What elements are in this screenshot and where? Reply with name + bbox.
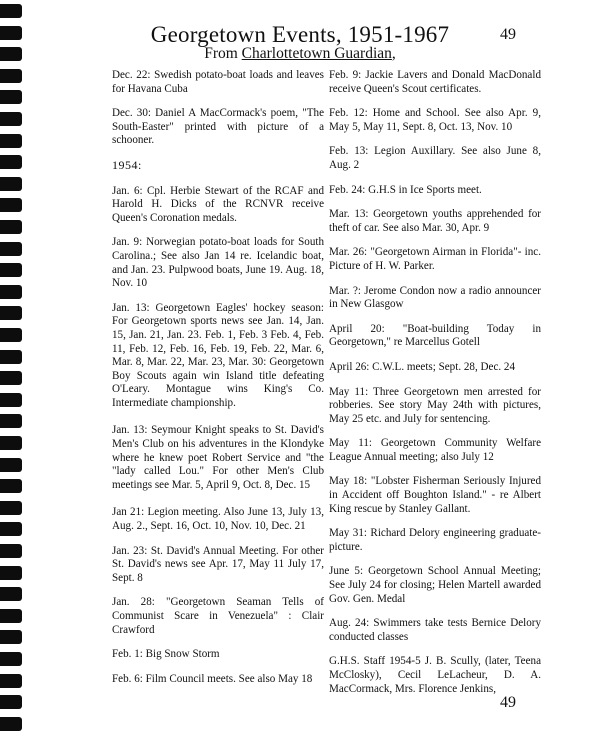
- event-entry: April 26: C.W.L. meets; Sept. 28, Dec. 24: [329, 360, 516, 373]
- event-entry: Dec. 30: Daniel A MacCormack's poem, "The South-Easter" printed with picture of a schooner.: [112, 107, 324, 147]
- event-entry: Feb. 6: Film Council meets. See also May 18: [112, 672, 313, 685]
- binding-coil: [0, 4, 22, 18]
- binding-coil: [0, 393, 22, 407]
- binding-coil: [0, 263, 22, 277]
- subtitle-prefix: From: [204, 45, 242, 62]
- event-entry: Feb. 1: Big Snow Storm: [112, 648, 220, 661]
- event-entry: Jan. 13: Georgetown Eagles' hockey season: For Georgetown sports news see Jan. 14, Jan. 15, Jan. 21, Jan. 23. Feb. 1, Feb. 3 Feb. 4, Feb. 11, Feb. 12, Feb. 16, Feb. 19, Feb. 22, Mar. 6, Mar. 8, Mar. 22, Mar. 23, Mar. 30: Georgetown Boy Scouts again win Island title defeating O'Leary. Montague wins King's Co. Intermediate championship.: [112, 301, 324, 409]
- binding-coil: [0, 717, 22, 731]
- binding-coil: [0, 436, 22, 450]
- binding-coil: [0, 695, 22, 709]
- event-entry: Feb. 12: Home and School. See also Apr. 9, May 5, May 11, Sept. 8, Oct. 13, Nov. 10: [329, 107, 541, 133]
- event-entry: April 20: "Boat-building Today in Georgetown," re Marcellus Gotell: [329, 322, 541, 349]
- binding-coil: [0, 242, 22, 256]
- event-entry: Jan 21: Legion meeting. Also June 13, July 13, Aug. 2., Sept. 16, Oct. 10, Nov. 10, Dec. 21: [112, 506, 324, 533]
- event-entry: G.H.S. Staff 1954-5 J. B. Scully, (later, Teena McClosky), Cecil LeLacheur, D. A. MacCormack, Mrs. Florence Jenkins,: [329, 655, 541, 695]
- binding-coil: [0, 134, 22, 148]
- binding-coil: [0, 414, 22, 428]
- subtitle-source: Charlottetown Guardian: [241, 45, 392, 62]
- event-entry: Jan. 9: Norwegian potato-boat loads for South Carolina.; See also Jan 14 re. Icelandic boat, and Jan. 23. Pulpwood boats, June 19. Aug. 18, Nov. 10: [112, 236, 324, 290]
- event-entry: May 31: Richard Delory engineering graduate- picture.: [329, 527, 541, 553]
- page-number-bottom: 49: [500, 694, 516, 711]
- page-title: Georgetown Events, 1951-1967: [150, 22, 450, 47]
- event-entry: June 5: Georgetown School Annual Meeting; See July 24 for closing; Helen Martell awarded Gov. Gen. Medal: [329, 565, 541, 605]
- binding-coil: [0, 544, 22, 558]
- page-subtitle: [0, 45, 600, 63]
- event-entry: Jan. 13: Seymour Knight speaks to St. David's Men's Club on his adventures in the Klondyke where he knew poet Robert Service and "the "lady called Lou." For other Men's Club meetings see Mar. 5, April 9, Oct. 8, Dec. 15: [112, 424, 324, 491]
- binding-coil: [0, 177, 22, 191]
- binding-coil: [0, 371, 22, 385]
- event-entry: May 18: "Lobster Fisherman Seriously Injured in Accident off Boughton Island." - re Albert King rescue by Stanley Gallant.: [329, 475, 541, 515]
- binding-coil: [0, 522, 22, 536]
- binding-coil: [0, 674, 22, 688]
- binding-coil: [0, 328, 22, 342]
- binding-coil: [0, 112, 22, 126]
- left-column: [112, 69, 324, 697]
- event-entry: Dec. 22: Swedish potato-boat loads and leaves for Havana Cuba: [112, 69, 324, 95]
- page-number-top: 49: [500, 26, 516, 43]
- event-entry: Feb. 24: G.H.S in Ice Sports meet.: [329, 183, 482, 196]
- binding-coil: [0, 501, 22, 515]
- binding-coil: [0, 198, 22, 212]
- binding-coil: [0, 609, 22, 623]
- binding-coil: [0, 90, 22, 104]
- binding-coil: [0, 155, 22, 169]
- binding-coil: [0, 458, 22, 472]
- event-entry: Feb. 9: Jackie Lavers and Donald MacDonald receive Queen's Scout certificates.: [329, 69, 541, 95]
- event-entry: Mar. 26: "Georgetown Airman in Florida"- inc. Picture of H. W. Parker.: [329, 246, 541, 272]
- event-entry: May 11: Three Georgetown men arrested for robberies. See story May 24th with pictures, May 25 etc. and July for sentencing.: [329, 385, 541, 425]
- binding-coil: [0, 69, 22, 83]
- binding-coil: [0, 479, 22, 493]
- binding-coil: [0, 566, 22, 580]
- binding-coil: [0, 630, 22, 644]
- binding-coil: [0, 285, 22, 299]
- binding-coil: [0, 652, 22, 666]
- event-entry: Mar. ?: Jerome Condon now a radio announcer in New Glasgow: [329, 284, 541, 311]
- event-entry: Feb. 13: Legion Auxillary. See also June 8, Aug. 2: [329, 145, 541, 171]
- spiral-binding: [0, 0, 24, 739]
- binding-coil: [0, 306, 22, 320]
- binding-coil: [0, 587, 22, 601]
- right-column: [329, 69, 541, 707]
- event-entry: Aug. 24: Swimmers take tests Bernice Delory conducted classes: [329, 617, 541, 643]
- event-entry: Jan. 28: "Georgetown Seaman Tells of Communist Scare in Venezuela" : Clair Crawford: [112, 596, 324, 636]
- event-entry: Jan. 6: Cpl. Herbie Stewart of the RCAF and Harold H. Dicks of the RCNVR receive Queen's Coronation medals.: [112, 184, 324, 224]
- subtitle-suffix: ,: [391, 45, 396, 62]
- binding-coil: [0, 350, 22, 364]
- year-heading: 1954:: [112, 157, 142, 172]
- binding-coil: [0, 220, 22, 234]
- event-entry: Jan. 23: St. David's Annual Meeting. For other St. David's news see Apr. 17, May 11 July 17, Sept. 8: [112, 544, 324, 584]
- event-entry: May 11: Georgetown Community Welfare League Annual meeting; also July 12: [329, 437, 541, 463]
- event-entry: Mar. 13: Georgetown youths apprehended for theft of car. See also Mar. 30, Apr. 9: [329, 208, 541, 234]
